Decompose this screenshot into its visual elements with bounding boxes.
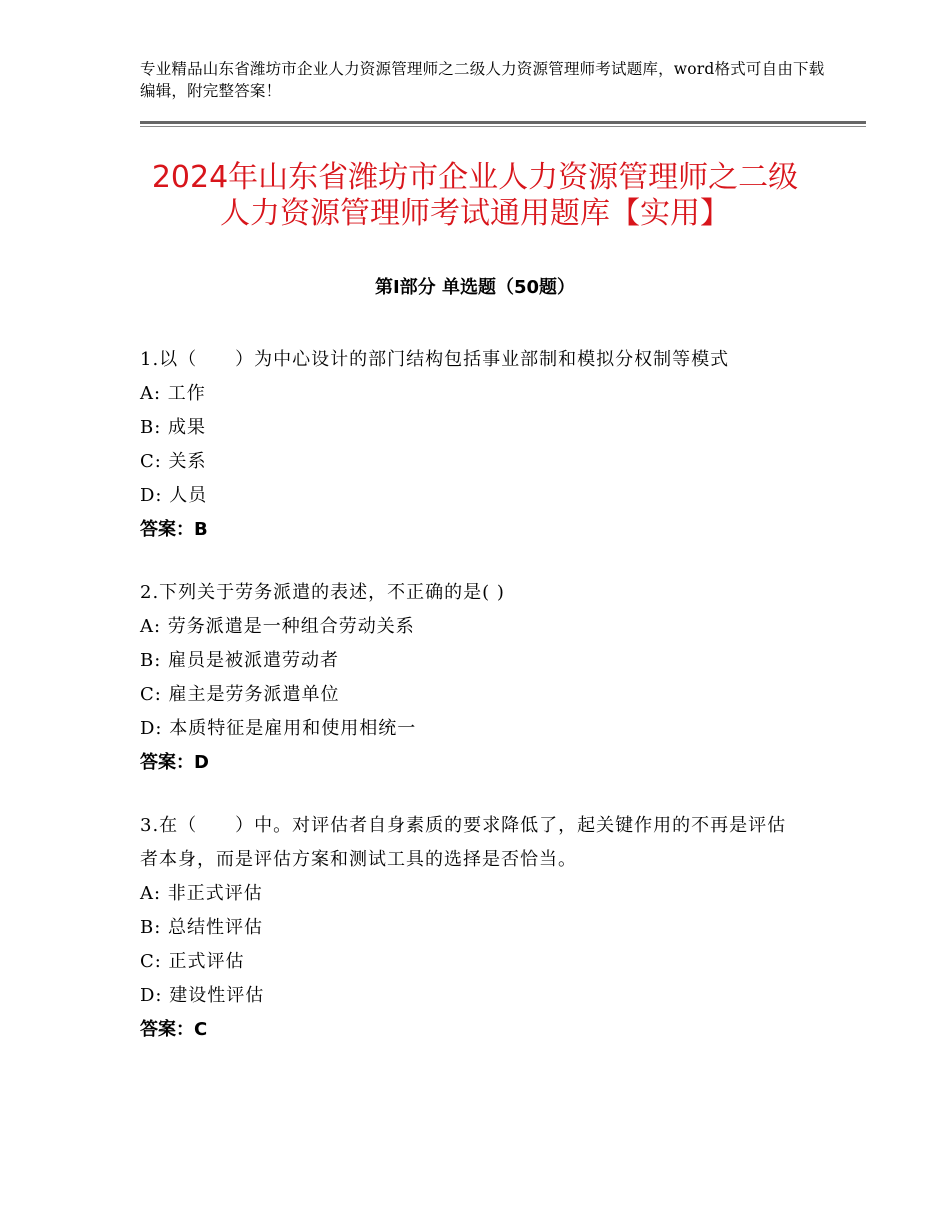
option-c: C: 关系: [140, 451, 207, 472]
question-stem: 1.以（ ）为中心设计的部门结构包括事业部制和模拟分权制等模式: [140, 349, 730, 370]
question-1: [140, 343, 800, 547]
question-3: [140, 809, 800, 1047]
option-b: B: 总结性评估: [140, 917, 264, 938]
option-c: C: 雇主是劳务派遣单位: [140, 684, 340, 705]
answer: 答案：D: [140, 752, 209, 773]
option-b: B: 成果: [140, 417, 207, 438]
option-d: D: 建设性评估: [140, 985, 265, 1006]
question-stem: 3.在（ ）中。对评估者自身素质的要求降低了，起关键作用的不再是评估者本身，而是评估方案和测试工具的选择是否恰当。: [140, 815, 787, 870]
header-note: 专业精品山东省潍坊市企业人力资源管理师之二级人力资源管理师考试题库，word格式可自由下载编辑，附完整答案！: [140, 60, 825, 100]
header-rule-thick: [140, 121, 866, 124]
question-stem: 2.下列关于劳务派遣的表述，不正确的是( ): [140, 582, 505, 603]
option-a: A: 工作: [140, 383, 206, 404]
answer: 答案：B: [140, 519, 208, 540]
option-c: C: 正式评估: [140, 951, 245, 972]
option-a: A: 非正式评估: [140, 883, 263, 904]
answer: 答案：C: [140, 1019, 208, 1040]
header-rule-thin: [140, 126, 866, 127]
option-a: A: 劳务派遣是一种组合劳动关系: [140, 616, 415, 637]
document-title: 2024年山东省潍坊市企业人力资源管理师之二级人力资源管理师考试通用题库【实用】: [151, 160, 799, 231]
option-d: D: 人员: [140, 485, 208, 506]
option-d: D: 本质特征是雇用和使用相统一: [140, 718, 417, 739]
question-list: [140, 343, 800, 1076]
section-title: 第Ⅰ部分 单选题（50题）: [374, 277, 575, 298]
option-b: B: 雇员是被派遣劳动者: [140, 650, 340, 671]
question-2: [140, 576, 800, 780]
